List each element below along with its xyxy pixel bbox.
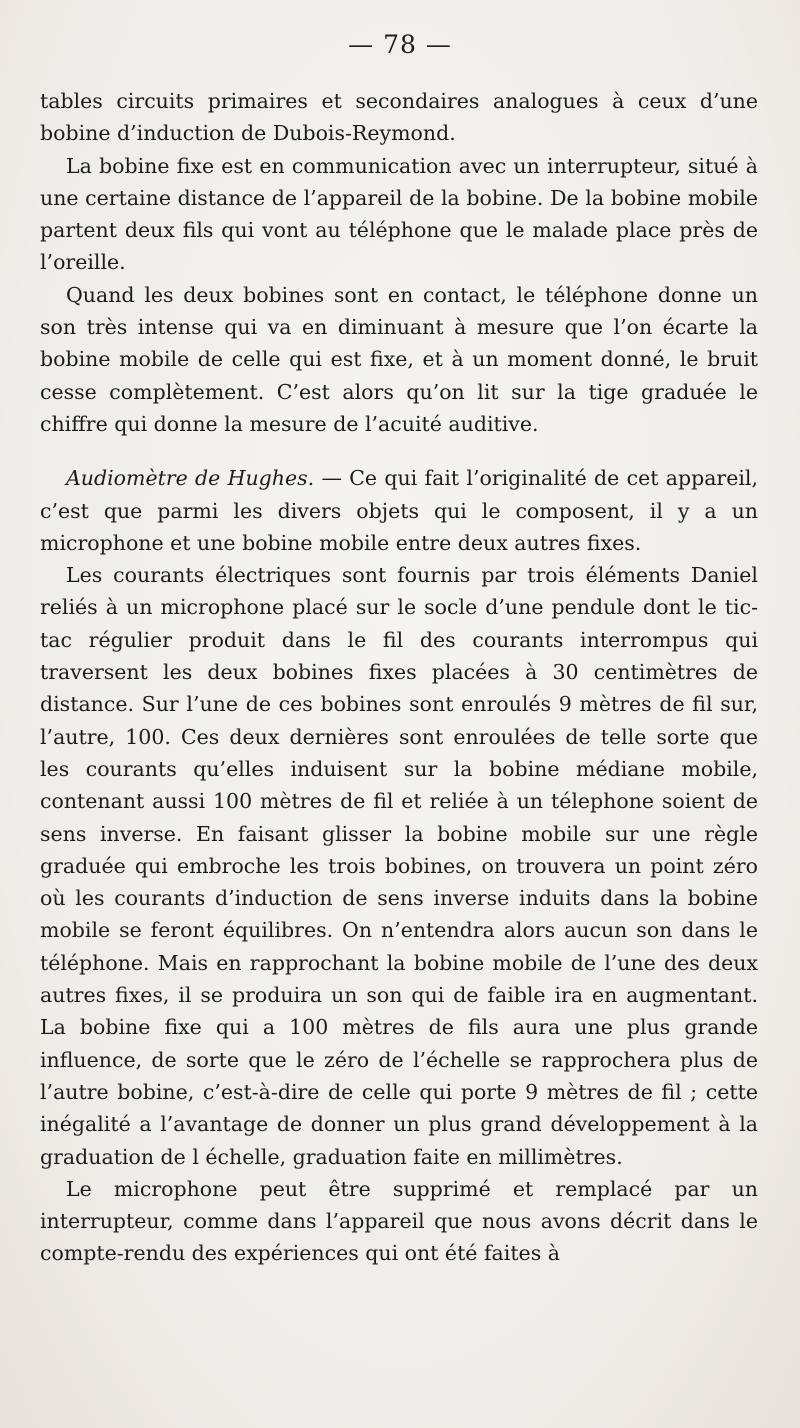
paragraph-audiometre-hughes bbox=[40, 462, 758, 559]
section-heading-audiometre-hughes: Audiomètre de Hughes. bbox=[66, 466, 315, 491]
paragraph-microphone-supprime: Le microphone peut être supprimé et remplacé par un interrupteur, comme dans l’appareil que nous avons décrit dans le compte-rendu des expériences qui ont été faites à bbox=[40, 1176, 758, 1266]
page-number: — 78 — bbox=[348, 30, 452, 59]
paragraph-continuation: tables circuits primaires et secondaires analogues à ceux d’une bobine d’induction de Dubois-Reymond. bbox=[40, 89, 758, 146]
paragraph-courants-electriques: Les courants électriques sont fournis par trois éléments Daniel reliés à un microphone placé sur le socle d’une pendule dont le tic-tac régulier produit dans le fil des courants interrompus qui traversent les deux bobines fixes placées à 30 centimètres de distance. Sur l’une de ces bobines sont enroulés 9 mètres de fil sur, l’autre, 100. Ces deux dernières sont enroulées de telle sorte que les courants qu’elles induisent sur la bobine médiane mobile, contenant aussi 100 mètres de fil et reliée à un télephone soient de sens inverse. En faisant glisser la bobine mobile sur une règle graduée qui embroche les trois bobines, on trouvera un point zéro où les courants d’induction de sens inverse induits dans la bobine mobile se feront équilibres. On n’entendra alors aucun son dans le téléphone. Mais en rapprochant la bobine mobile de l’une des deux autres fixes, il se produira un son qui de faible ira en augmentant. La bobine fixe qui a 100 mètres de fils aura une plus grande influence, de sorte que le zéro de l’échelle se rapprochera plus de l’autre bobine, c’est-à-dire de celle qui porte 9 mètres de fil ; cette inégalité a l’avantage de donner un plus grand développement à la graduation de l échelle, graduation faite en millimètres. bbox=[40, 563, 758, 1169]
paragraph-bobines-contact: Quand les deux bobines sont en contact, le téléphone donne un son très intense qui va en diminuant à mesure que l’on écarte la bobine mobile de celle qui est fixe, et à un moment donné, le bruit cesse complètement. C’est alors qu’on lit sur la tige graduée le chiffre qui donne la mesure de l’acuité auditive. bbox=[40, 282, 758, 436]
paragraph-audiometre-text: — Ce qui fait l’originalité de cet appareil, c’est que parmi les divers objets qui le composent, il y a un microphone et une bobine mobile entre deux autres fixes. bbox=[40, 466, 758, 555]
paragraph-bobine-fixe: La bobine fixe est en communication avec un interrupteur, situé à une certaine distance de l’appareil de la bobine. De la bobine mobile partent deux fils qui vont au téléphone que le malade place près de l’oreille. bbox=[40, 153, 758, 275]
body-text bbox=[40, 85, 758, 1270]
